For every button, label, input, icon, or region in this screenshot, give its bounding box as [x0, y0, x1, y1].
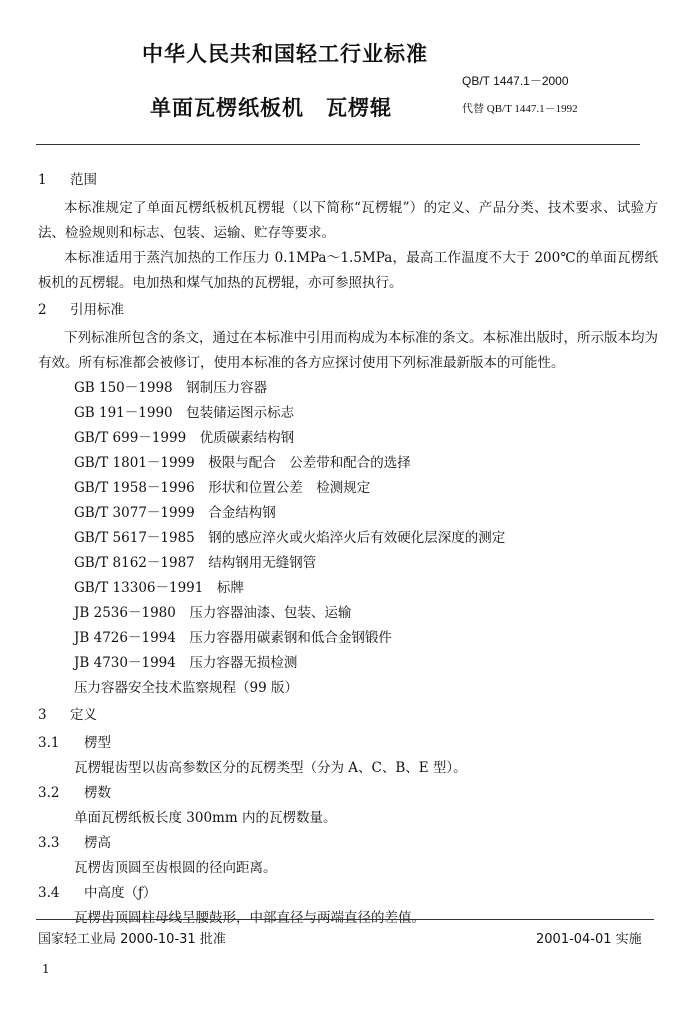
term-name: 楞数	[84, 785, 111, 801]
implementation-date: 2001-04-01 实施	[536, 932, 642, 947]
term-name: 中高度（ƒ）	[84, 885, 157, 901]
definition-text: 瓦楞辊齿型以齿高参数区分的瓦楞类型（分为 A、C、B、E 型）。	[74, 760, 467, 776]
section-number: 2	[38, 302, 47, 318]
reference-item: JB 4726－1994 压力容器用碳素钢和低合金钢锻件	[74, 630, 392, 646]
replaces-standard: 代替 QB/T 1447.1－1992	[462, 103, 578, 115]
section-1-heading	[38, 168, 658, 193]
definition-text: 瓦楞齿顶圆柱母线呈腰鼓形，中部直径与两端直径的差值。	[74, 910, 425, 926]
clause-number: 3.1	[38, 735, 60, 751]
reference-item: JB 2536－1980 压力容器油漆、包装、运输	[74, 605, 352, 621]
term-name: 楞高	[84, 835, 111, 851]
clause-number: 3.2	[38, 785, 60, 801]
definition-text: 单面瓦楞纸板长度 300mm 内的瓦楞数量。	[74, 810, 337, 826]
reference-item: 压力容器安全技术监察规程（99 版）	[74, 680, 298, 696]
reference-item: GB/T 1958－1996 形状和位置公差 检测规定	[74, 480, 371, 496]
section-2-heading	[38, 298, 658, 323]
section-number: 3	[38, 707, 47, 723]
footer-divider	[36, 919, 654, 920]
reference-item: GB/T 3077－1999 合金结构钢	[74, 505, 276, 521]
reference-item: GB 150－1998 钢制压力容器	[74, 380, 268, 396]
reference-item: GB/T 5617－1985 钢的感应淬火或火焰淬火后有效硬化层深度的测定	[74, 530, 506, 546]
standard-category-title: 中华人民共和国轻工行业标准	[142, 42, 428, 66]
definition-term	[38, 781, 658, 806]
reference-item: GB/T 699－1999 优质碳素结构钢	[74, 430, 295, 446]
section-number: 1	[38, 172, 47, 188]
reference-item: GB/T 8162－1987 结构钢用无缝钢管	[74, 555, 317, 571]
clause-number: 3.4	[38, 885, 60, 901]
section-3-heading	[38, 703, 658, 728]
scope-paragraph-2: 本标准适用于蒸汽加热的工作压力 0.1MPa～1.5MPa，最高工作温度不大于 200℃的单面瓦楞纸板机的瓦楞辊。电加热和煤气加热的瓦楞辊，亦可参照执行。	[38, 250, 658, 291]
term-name: 楞型	[84, 735, 111, 751]
page-number: 1	[42, 962, 50, 976]
approval-date: 国家轻工业局 2000-10-31 批准	[38, 932, 226, 947]
reference-item: GB 191－1990 包装储运图示标志	[74, 405, 295, 421]
scope-paragraph-1: 本标准规定了单面瓦楞纸板机瓦楞辊（以下简称“瓦楞辊”）的定义、产品分类、技术要求、试验方法、检验规则和标志、包装、运输、贮存等要求。	[38, 200, 658, 241]
reference-item: GB/T 1801－1999 极限与配合 公差带和配合的选择	[74, 455, 411, 471]
reference-item: GB/T 13306－1991 标牌	[74, 580, 244, 596]
reference-item: JB 4730－1994 压力容器无损检测	[74, 655, 298, 671]
clause-number: 3.3	[38, 835, 60, 851]
references-intro: 下列标准所包含的条文，通过在本标准中引用而构成为本标准的条文。本标准出版时，所示版本均为有效。所有标准都会被修订，使用本标准的各方应探讨使用下列标准最新版本的可能性。	[38, 330, 658, 371]
definition-term	[38, 831, 658, 856]
definition-term	[38, 881, 658, 906]
document-body	[38, 166, 658, 931]
section-title: 定义	[70, 707, 97, 723]
header-divider	[36, 144, 640, 145]
definition-text: 瓦楞齿顶圆至齿根圆的径向距离。	[74, 860, 277, 876]
section-title: 引用标准	[70, 302, 124, 318]
standard-code: QB/T 1447.1－2000	[462, 74, 569, 88]
section-title: 范围	[70, 172, 97, 188]
document-title: 单面瓦楞纸板机 瓦楞辊	[150, 96, 392, 120]
definition-term	[38, 731, 658, 756]
